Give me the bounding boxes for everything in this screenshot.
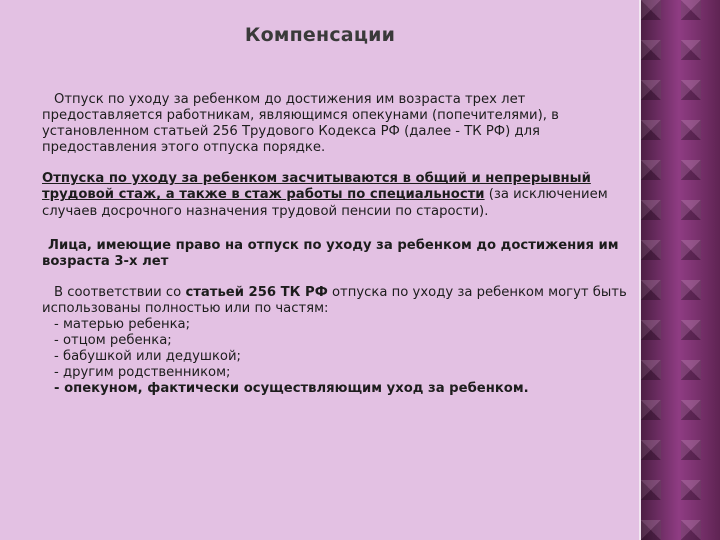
list-item: - матерью ребенка; <box>54 317 191 333</box>
paragraph-leave-guardians: Отпуск по уходу за ребенком до достижения им возраста трех лет предоставляется работникам, являющимся опекунами (попечителями), в установленном статьей 256 Трудового Кодекса РФ (далее - ТК РФ) для предоставления этого отпуска порядке. <box>42 92 559 156</box>
paragraph-article-256 <box>42 285 632 398</box>
slide-content <box>42 92 632 398</box>
eligible-list <box>42 317 632 397</box>
list-item: - отцом ребенка; <box>54 333 172 349</box>
list-item: - бабушкой или дедушкой; <box>54 349 241 365</box>
list-item: - другим родственником; <box>54 365 231 381</box>
paragraph-seniority <box>42 171 632 219</box>
article-prefix: В соответствии со <box>54 284 186 300</box>
list-item: - опекуном, фактически осуществляющим уход за ребенком. <box>54 381 529 397</box>
seniority-rest: (за исключением случаев досрочного назначения трудовой пенсии по старости). <box>42 187 608 219</box>
decorative-side-panel <box>641 0 720 540</box>
slide-title: Компенсации <box>244 24 396 46</box>
paragraph-eligible-persons: Лица, имеющие право на отпуск по уходу за ребенком до достижения им возраста 3-х лет <box>42 237 619 269</box>
seniority-emphasis: Отпуска по уходу за ребенком засчитываются в общий и непрерывный трудовой стаж, а также в стаж работы по специальности <box>42 171 591 203</box>
article-reference: статьей 256 ТК РФ <box>185 284 328 300</box>
article-suffix: отпуска по уходу за ребенком могут быть использованы полностью или по частям: <box>42 284 627 316</box>
